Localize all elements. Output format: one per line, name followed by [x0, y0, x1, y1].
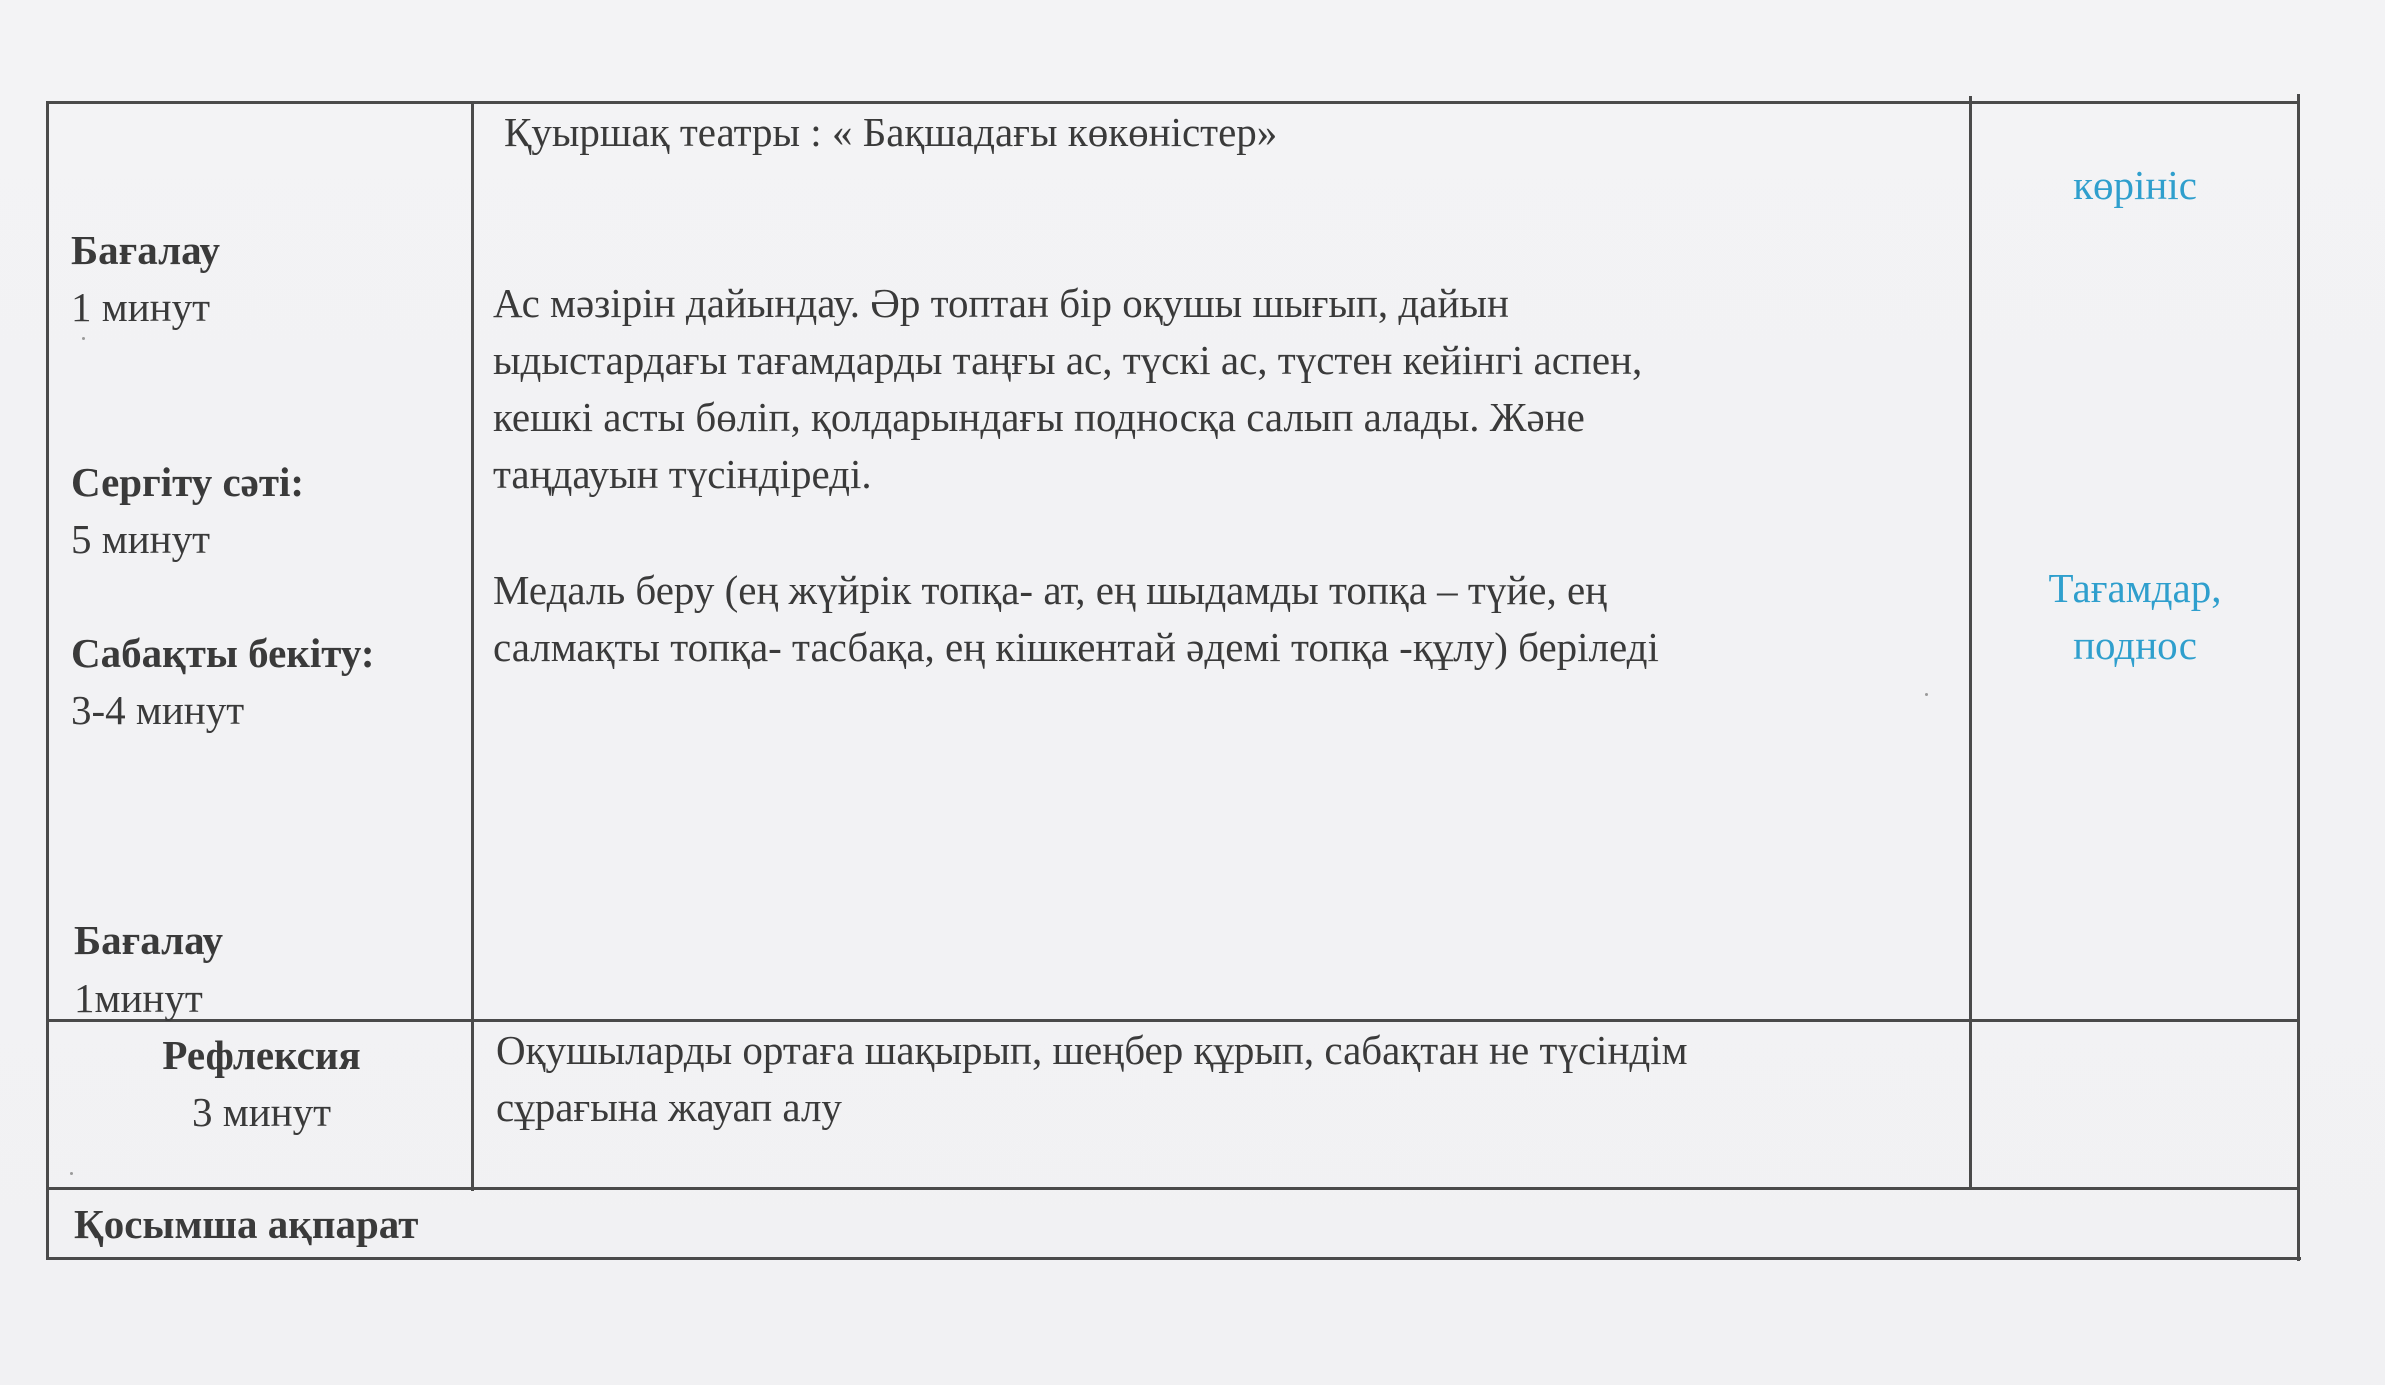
medal-paragraph: Медаль беру (ең жүйрік топқа- ат, ең шыдамды топқа – түйе, ең салмақты топқа- тасбақа, ең кішкентай әдемі топқа -құлу) беріледі — [493, 567, 1659, 670]
additional-info-title: Қосымша ақпарат — [74, 1201, 419, 1247]
reflection-time: 3 минут — [192, 1089, 331, 1135]
eval2-time: 1минут — [74, 975, 203, 1021]
reflection-title: Рефлексия — [162, 1032, 361, 1078]
reflection-text: Оқушыларды ортаға шақырып, шеңбер құрып, сабақтан не түсіндім сұрағына жауап алу — [496, 1027, 1688, 1130]
puppet-theatre-line: Қуыршақ театры : « Бақшадағы көкөністер» — [504, 109, 1278, 155]
consolidation-title: Сабақты бекіту: — [71, 630, 375, 676]
row-divider-additional — [49, 1187, 2299, 1190]
table-bottom-border — [49, 1257, 2301, 1260]
refresh-time: 5 минут — [71, 516, 210, 562]
consolidation-time: 3-4 минут — [71, 687, 245, 733]
eval2-title: Бағалау — [74, 917, 224, 963]
scan-speck — [82, 337, 85, 340]
resource-food-tray: Тағамдар, поднос — [2048, 565, 2222, 668]
resource-scene: көрініс — [2073, 162, 2197, 208]
refresh-title: Сергіту сәті: — [71, 459, 305, 505]
table-right-border — [2297, 94, 2300, 1261]
eval1-time: 1 минут — [71, 284, 210, 330]
eval1-title: Бағалау — [71, 227, 221, 273]
scan-speck — [1925, 693, 1928, 696]
menu-paragraph: Ас мәзірін дайындау. Әр топтан бір оқушы шығып, дайын ыдыстардағы тағамдарды таңғы ас, түскі ас, түстен кейінгі аспен, кешкі асты бөліп, қолдарындағы подносқа салып алады. Және таңдауын түсіндіреді. — [493, 280, 1643, 497]
scan-speck — [70, 1172, 73, 1175]
